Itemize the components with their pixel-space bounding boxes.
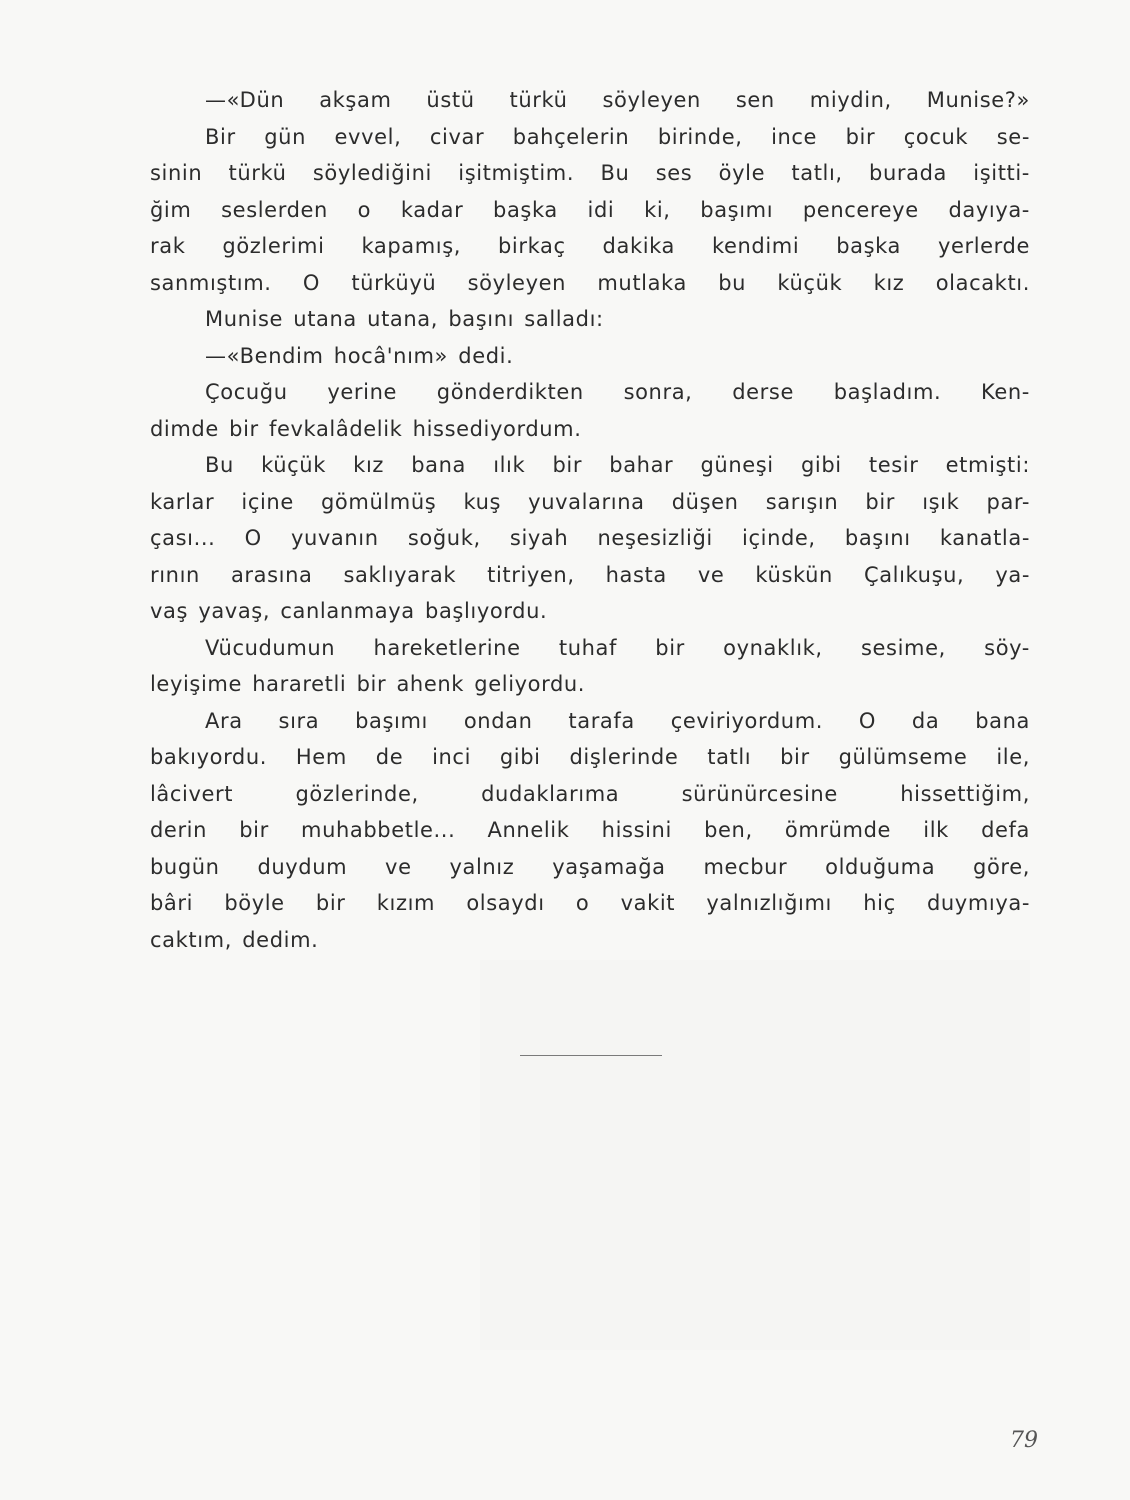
text-line: Munise utana utana, başını salladı: [205,307,604,331]
text-line: Vücudumun hareketlerine tuhaf bir oynaklık, sesime, söy- [205,635,1030,660]
text-line: bakıyordu. Hem de inci gibi dişlerinde tatlı bir gülümseme ile, [150,745,1030,769]
text-line: vaş yavaş, canlanmaya başlıyordu. [150,599,548,623]
text-line: bâri böyle bir kızım olsaydı o vakit yalnızlığımı hiç duymıya- [150,891,1030,915]
text-line: Ara sıra başımı ondan tarafa çeviriyordum. O da bana [205,708,1030,733]
text-line: Çocuğu yerine gönderdikten sonra, derse başladım. Ken- [205,380,1030,404]
text-line: rının arasına saklıyarak titriyen, hasta ve küskün Çalıkuşu, ya- [150,562,1030,587]
text-line: rak gözlerimi kapamış, birkaç dakika kendimi başka yerlerde [150,234,1030,258]
text-line: sinin türkü söylediğini işitmiştim. Bu ses öyle tatlı, burada işitti- [150,161,1030,185]
bleed-through-shadow [480,960,1030,1350]
text-line: dimde bir fevkalâdelik hissediyordum. [150,416,582,441]
text-line: leyişime hararetli bir ahenk geliyordu. [150,672,586,696]
text-line: Bir gün evvel, civar bahçelerin birinde, ince bir çocuk se- [205,124,1030,149]
text-line: Bu küçük kız bana ılık bir bahar güneşi gibi tesir etmişti: [205,453,1030,477]
section-separator-rule [520,1055,662,1056]
text-line: —«Bendim hocâ'nım» dedi. [205,343,514,368]
text-line: ğim seslerden o kadar başka idi ki, başımı pencereye dayıya- [150,197,1030,222]
text-line: —«Dün akşam üstü türkü söyleyen sen miydin, Munise?» [205,88,1030,112]
text-line: çası... O yuvanın soğuk, siyah neşesizliği içinde, başını kanatla- [150,526,1030,550]
body-text [150,82,1030,958]
text-line: karlar içine gömülmüş kuş yuvalarına düşen sarışın bir ışık par- [150,489,1030,514]
text-line: derin bir muhabbetle... Annelik hissini ben, ömrümde ilk defa [150,818,1030,842]
text-line: sanmıştım. O türküyü söyleyen mutlaka bu küçük kız olacaktı. [150,270,1030,295]
text-line: lâcivert gözlerinde, dudaklarıma sürünürcesine hissettiğim, [150,781,1030,806]
page-number: 79 [1010,1428,1038,1453]
text-line: caktım, dedim. [150,927,319,952]
text-line: bugün duydum ve yalnız yaşamağa mecbur olduğuma göre, [150,854,1030,879]
